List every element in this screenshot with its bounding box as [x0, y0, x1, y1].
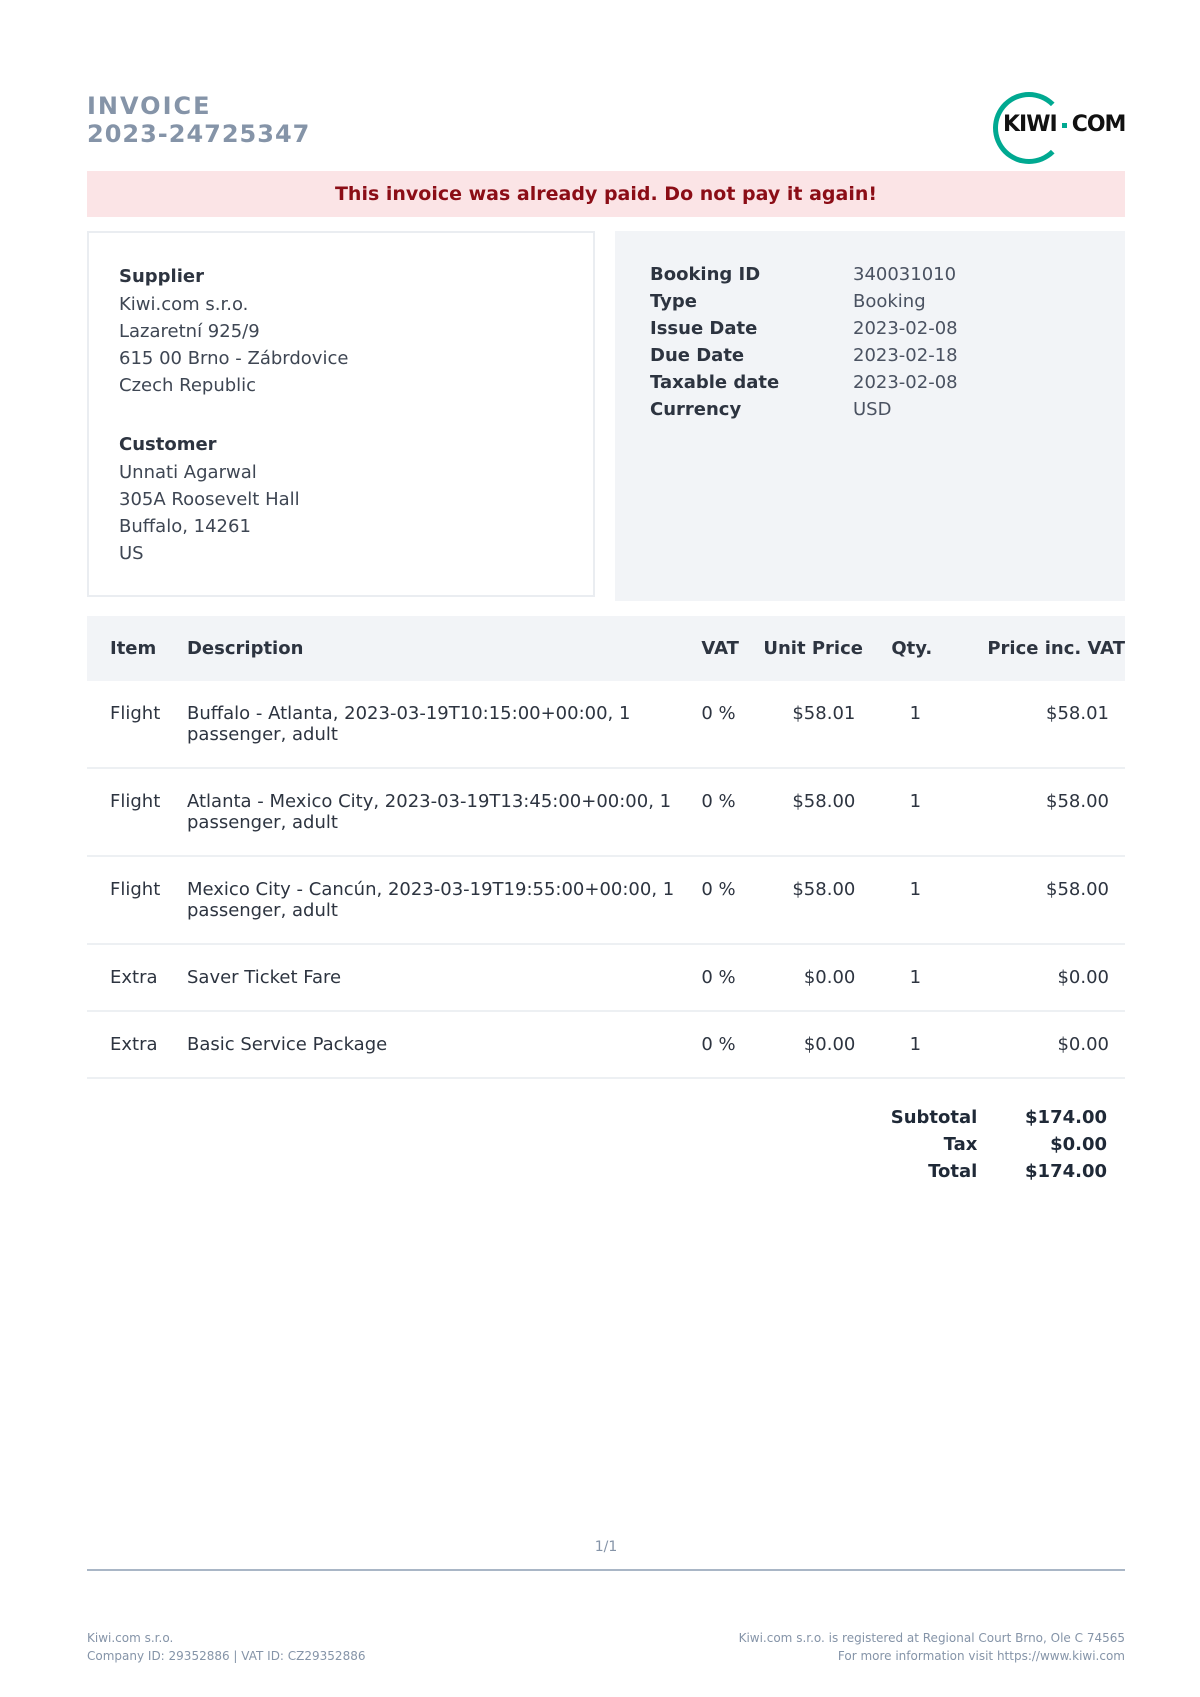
- booking-meta-panel: [615, 231, 1125, 601]
- cell-description: Buffalo - Atlanta, 2023-03-19T10:15:00+00:00, 1 passenger, adult: [164, 681, 701, 768]
- cell-qty: 1: [867, 681, 963, 768]
- customer-heading: Customer: [119, 434, 217, 455]
- total-label: Total: [928, 1161, 978, 1182]
- cell-qty: 1: [867, 944, 963, 1011]
- supplier-heading: Supplier: [119, 266, 204, 287]
- column-header: Qty.: [891, 638, 933, 659]
- cell-unit-price: $58.00: [739, 856, 867, 944]
- cell-unit-price: $0.00: [739, 1011, 867, 1078]
- footer-company-ids: Company ID: 29352886 | VAT ID: CZ29352886: [87, 1649, 366, 1663]
- totals-block: [787, 1104, 1107, 1185]
- table-row: [87, 681, 1125, 768]
- cell-item: Flight: [87, 681, 164, 768]
- meta-row: [650, 396, 1090, 423]
- footer-registration: Kiwi.com s.r.o. is registered at Regional Court Brno, Ole C 74565: [738, 1631, 1125, 1645]
- meta-label: Due Date: [650, 345, 745, 366]
- supplier-line: Lazaretní 925/9: [119, 321, 260, 342]
- meta-row: [650, 369, 1090, 396]
- footer-info-link: For more information visit https://www.kiwi.com: [837, 1649, 1125, 1663]
- table-row: [87, 944, 1125, 1011]
- totals-row: [787, 1131, 1107, 1158]
- column-header: Item: [110, 638, 157, 659]
- footer-company-name: Kiwi.com s.r.o.: [87, 1631, 174, 1645]
- cell-vat: 0 %: [701, 681, 739, 768]
- footer-left: [87, 1629, 365, 1665]
- cell-vat: 0 %: [701, 856, 739, 944]
- meta-label: Taxable date: [650, 372, 780, 393]
- table-header-row: [87, 616, 1125, 681]
- total-value: $174.00: [1025, 1161, 1107, 1182]
- subtotal-label: Subtotal: [890, 1107, 978, 1128]
- table-row: [87, 768, 1125, 856]
- tax-value: $0.00: [1050, 1134, 1107, 1155]
- page-number: 1/1: [594, 1539, 618, 1555]
- cell-price-inc-vat: $58.00: [963, 856, 1125, 944]
- meta-value: 2023-02-08: [853, 318, 958, 339]
- cell-unit-price: $58.00: [739, 768, 867, 856]
- supplier-line: Czech Republic: [119, 375, 257, 396]
- column-header: Price inc. VAT: [987, 638, 1125, 659]
- meta-value: USD: [853, 399, 892, 420]
- meta-value: 2023-02-18: [853, 345, 958, 366]
- totals-row: [787, 1158, 1107, 1185]
- footer-right: [739, 1629, 1125, 1665]
- customer-line: Buffalo, 14261: [119, 516, 251, 537]
- meta-row: [650, 342, 1090, 369]
- cell-price-inc-vat: $0.00: [963, 1011, 1125, 1078]
- column-header: Description: [186, 638, 304, 659]
- logo-text-right: COM: [1071, 112, 1126, 137]
- supplier-line: 615 00 Brno - Zábrdovice: [119, 348, 349, 369]
- cell-price-inc-vat: $58.00: [963, 768, 1125, 856]
- cell-item: Extra: [87, 1011, 164, 1078]
- cell-description: Saver Ticket Fare: [164, 944, 701, 1011]
- cell-qty: 1: [867, 1011, 963, 1078]
- cell-price-inc-vat: $0.00: [963, 944, 1125, 1011]
- invoice-header: [87, 92, 1125, 162]
- customer-line: Unnati Agarwal: [119, 462, 257, 483]
- table-row: [87, 1011, 1125, 1078]
- cell-vat: 0 %: [701, 944, 739, 1011]
- cell-qty: 1: [867, 856, 963, 944]
- totals-row: [787, 1104, 1107, 1131]
- footer-divider: [87, 1569, 1125, 1571]
- column-header: VAT: [701, 638, 739, 659]
- meta-label: Booking ID: [650, 264, 761, 285]
- meta-row: [650, 261, 1090, 288]
- customer-line: 305A Roosevelt Hall: [119, 489, 300, 510]
- cell-unit-price: $0.00: [739, 944, 867, 1011]
- cell-vat: 0 %: [701, 1011, 739, 1078]
- meta-label: Type: [650, 291, 697, 312]
- cell-item: Flight: [87, 856, 164, 944]
- cell-description: Atlanta - Mexico City, 2023-03-19T13:45:00+00:00, 1 passenger, adult: [164, 768, 701, 856]
- tax-label: Tax: [943, 1134, 978, 1155]
- supplier-line: Kiwi.com s.r.o.: [119, 294, 249, 315]
- cell-item: Flight: [87, 768, 164, 856]
- meta-label: Currency: [650, 399, 742, 420]
- customer-line: US: [119, 543, 144, 564]
- kiwi-logo: [993, 92, 1125, 160]
- line-items-table: [87, 616, 1125, 1079]
- meta-label: Issue Date: [650, 318, 758, 339]
- meta-value: 2023-02-08: [853, 372, 958, 393]
- subtotal-value: $174.00: [1025, 1107, 1107, 1128]
- meta-row: [650, 315, 1090, 342]
- cell-item: Extra: [87, 944, 164, 1011]
- cell-unit-price: $58.01: [739, 681, 867, 768]
- invoice-title: INVOICE: [87, 92, 212, 120]
- paid-warning-banner: This invoice was already paid. Do not pay it again!: [87, 171, 1125, 217]
- party-panel: [87, 231, 595, 597]
- table-row: [87, 856, 1125, 944]
- logo-dot-icon: [1062, 123, 1067, 128]
- cell-price-inc-vat: $58.01: [963, 681, 1125, 768]
- cell-vat: 0 %: [701, 768, 739, 856]
- meta-value: Booking: [853, 291, 926, 312]
- column-header: Unit Price: [763, 638, 863, 659]
- cell-description: Mexico City - Cancún, 2023-03-19T19:55:00+00:00, 1 passenger, adult: [164, 856, 701, 944]
- cell-qty: 1: [867, 768, 963, 856]
- meta-row: [650, 288, 1090, 315]
- cell-description: Basic Service Package: [164, 1011, 701, 1078]
- meta-value: 340031010: [853, 264, 957, 285]
- invoice-number: 2023-24725347: [87, 120, 311, 148]
- logo-text-left: KIWI: [1003, 112, 1057, 137]
